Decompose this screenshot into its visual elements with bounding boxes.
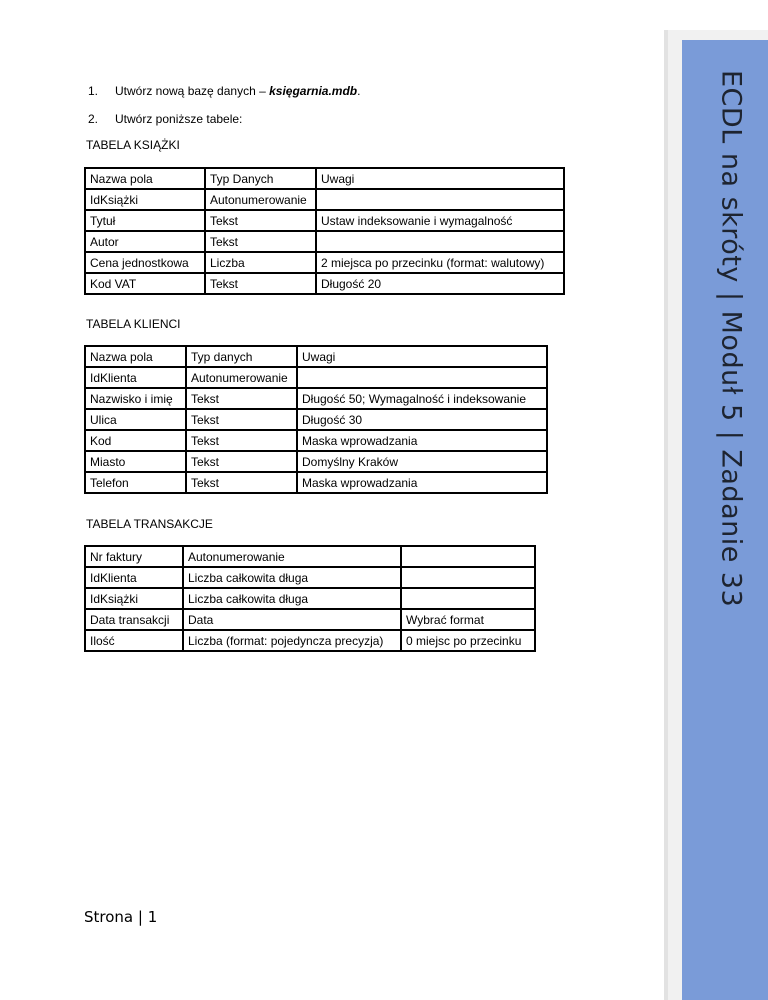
table-cell: Tekst	[186, 409, 297, 430]
instruction-text-after: .	[357, 84, 361, 98]
table-cell: Tekst	[205, 231, 316, 252]
table-cell: Nr faktury	[85, 546, 183, 567]
instruction-text	[115, 112, 242, 126]
table-cell: Tekst	[186, 451, 297, 472]
table-cell: Tekst	[186, 388, 297, 409]
table-cell	[401, 567, 535, 588]
table-cell: IdKlienta	[85, 567, 183, 588]
table-cell: Tytuł	[85, 210, 205, 231]
table-cell: Uwagi	[316, 168, 564, 189]
table-cell: Data transakcji	[85, 609, 183, 630]
table-cell: 0 miejsc po przecinku	[401, 630, 535, 651]
table-cell: Uwagi	[297, 346, 547, 367]
table-row	[85, 546, 535, 567]
table-cell: Kod VAT	[85, 273, 205, 294]
table-row	[85, 346, 547, 367]
table-cell: Tekst	[186, 430, 297, 451]
table-cell: Długość 50; Wymagalność i indeksowanie	[297, 388, 547, 409]
table-cell: 2 miejsca po przecinku (format: walutowy)	[316, 252, 564, 273]
table-cell: Maska wprowadzania	[297, 430, 547, 451]
table-cell: Ulica	[85, 409, 186, 430]
table-cell: Domyślny Kraków	[297, 451, 547, 472]
table-row	[85, 567, 535, 588]
table-cell: Ilość	[85, 630, 183, 651]
clients-table	[84, 345, 548, 494]
table-cell: Liczba (format: pojedyncza precyzja)	[183, 630, 401, 651]
table-row	[85, 273, 564, 294]
table-cell: Telefon	[85, 472, 186, 493]
table-cell: Cena jednostkowa	[85, 252, 205, 273]
sidebar-title: ECDL na skróty | Moduł 5 | Zadanie 33	[715, 70, 747, 608]
table-cell: Liczba całkowita długa	[183, 567, 401, 588]
instruction-number: 2.	[88, 112, 99, 126]
instruction-text	[115, 84, 360, 98]
instruction-text-before: Utwórz nową bazę danych –	[115, 84, 270, 98]
table-row	[85, 168, 564, 189]
books-table	[84, 167, 565, 295]
table-cell: Miasto	[85, 451, 186, 472]
table-row	[85, 472, 547, 493]
page-footer: Strona | 1	[84, 908, 158, 926]
table-row	[85, 430, 547, 451]
table-cell	[297, 367, 547, 388]
table-row	[85, 409, 547, 430]
table-heading-transactions: TABELA TRANSAKCJE	[86, 517, 213, 531]
table-row	[85, 252, 564, 273]
table-cell: Liczba całkowita długa	[183, 588, 401, 609]
table-cell: Autonumerowanie	[205, 189, 316, 210]
table-row	[85, 231, 564, 252]
table-row	[85, 630, 535, 651]
table-cell: Długość 30	[297, 409, 547, 430]
table-cell: Wybrać format	[401, 609, 535, 630]
table-cell	[316, 231, 564, 252]
instruction-text-before: Utwórz poniższe tabele:	[115, 112, 243, 126]
table-row	[85, 367, 547, 388]
table-cell: Autor	[85, 231, 205, 252]
table-row	[85, 388, 547, 409]
table-cell	[401, 546, 535, 567]
table-cell	[316, 189, 564, 210]
table-row	[85, 210, 564, 231]
table-cell	[401, 588, 535, 609]
instruction-number: 1.	[88, 84, 99, 98]
table-cell: Tekst	[186, 472, 297, 493]
table-cell: Nazwa pola	[85, 168, 205, 189]
table-cell: IdKsiążki	[85, 189, 205, 210]
table-heading-books: TABELA KSIĄŻKI	[86, 138, 180, 152]
table-cell: IdKlienta	[85, 367, 186, 388]
table-cell: Tekst	[205, 273, 316, 294]
table-heading-clients: TABELA KLIENCI	[86, 317, 181, 331]
transactions-table	[84, 545, 536, 652]
table-cell: Kod	[85, 430, 186, 451]
table-cell: Nazwisko i imię	[85, 388, 186, 409]
table-cell: Nazwa pola	[85, 346, 186, 367]
table-cell: Ustaw indeksowanie i wymagalność	[316, 210, 564, 231]
table-cell: Tekst	[205, 210, 316, 231]
table-cell: Typ danych	[186, 346, 297, 367]
table-cell: Maska wprowadzania	[297, 472, 547, 493]
table-cell: Typ Danych	[205, 168, 316, 189]
table-cell: Autonumerowanie	[183, 546, 401, 567]
sidebar-edge	[664, 30, 668, 1000]
table-cell: Liczba	[205, 252, 316, 273]
table-cell: Data	[183, 609, 401, 630]
table-cell: IdKsiążki	[85, 588, 183, 609]
database-filename: księgarnia.mdb	[269, 84, 358, 98]
table-row	[85, 609, 535, 630]
table-row	[85, 588, 535, 609]
table-row	[85, 451, 547, 472]
table-row	[85, 189, 564, 210]
table-cell: Autonumerowanie	[186, 367, 297, 388]
table-cell: Długość 20	[316, 273, 564, 294]
